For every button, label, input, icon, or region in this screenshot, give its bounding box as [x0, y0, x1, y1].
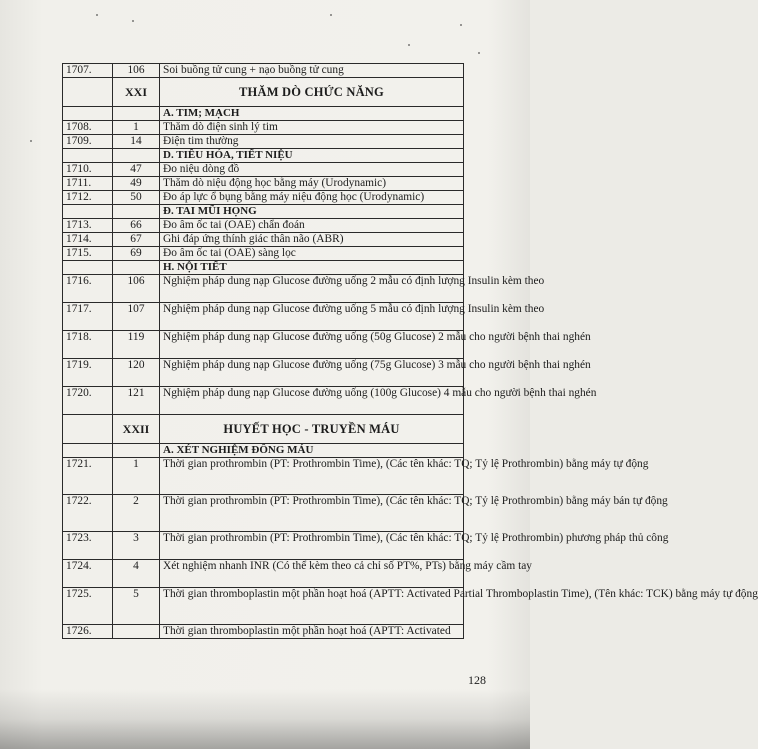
- subsection-title-cell: D. TIÊU HÓA, TIẾT NIỆU: [160, 149, 464, 163]
- row-stt-cell: 1713.: [63, 219, 113, 233]
- row-stt-cell: 1708.: [63, 121, 113, 135]
- section-header-row: [63, 78, 464, 107]
- table-row: [63, 458, 464, 495]
- table-row: [63, 247, 464, 261]
- procedure-table: [62, 63, 758, 639]
- row-name-cell: Thăm dò điện sinh lý tim: [160, 121, 464, 135]
- subsection-row: [63, 261, 464, 275]
- row-stt-cell: 1726.: [63, 625, 113, 639]
- row-name-cell: Đo áp lực ổ bụng bằng máy niệu động học (Urodynamic): [160, 191, 464, 205]
- row-code-cell: [113, 261, 160, 275]
- table-row: [63, 219, 464, 233]
- row-name-cell: Nghiệm pháp dung nạp Glucose đường uống 2 mẫu có định lượng Insulin kèm theo: [160, 275, 464, 303]
- scan-speck: [478, 52, 480, 54]
- table-row: [63, 163, 464, 177]
- row-code-cell: 5: [113, 588, 160, 625]
- row-code-cell: 1: [113, 458, 160, 495]
- procedure-table-body: [63, 64, 758, 639]
- row-code-cell: 49: [113, 177, 160, 191]
- row-stt-cell: 1719.: [63, 359, 113, 387]
- row-stt-cell: 1725.: [63, 588, 113, 625]
- row-name-cell: Nghiệm pháp dung nạp Glucose đường uống 5 mẫu có định lượng Insulin kèm theo: [160, 303, 464, 331]
- subsection-title-cell: Đ. TAI MŨI HỌNG: [160, 205, 464, 219]
- table-row: [63, 135, 464, 149]
- scan-speck: [330, 14, 332, 16]
- subsection-title-cell: A. TIM; MẠCH: [160, 107, 464, 121]
- table-row: [63, 387, 464, 415]
- row-name-cell: Nghiệm pháp dung nạp Glucose đường uống (100g Glucose) 4 mẫu cho người bệnh thai nghén: [160, 387, 464, 415]
- table-row: [63, 177, 464, 191]
- row-code-cell: 106: [113, 275, 160, 303]
- row-code-cell: 67: [113, 233, 160, 247]
- row-name-cell: Điện tim thường: [160, 135, 464, 149]
- row-name-cell: Đo âm ốc tai (OAE) chẩn đoán: [160, 219, 464, 233]
- row-stt-cell: [63, 107, 113, 121]
- table-row: [63, 625, 464, 639]
- scan-speck: [96, 14, 98, 16]
- table-row: [63, 331, 464, 359]
- table-row: [63, 275, 464, 303]
- table-row: [63, 303, 464, 331]
- row-code-cell: 106: [113, 64, 160, 78]
- row-code-cell: 4: [113, 560, 160, 588]
- row-stt-cell: [63, 444, 113, 458]
- subsection-row: [63, 149, 464, 163]
- row-code-cell: 121: [113, 387, 160, 415]
- row-name-cell: Nghiệm pháp dung nạp Glucose đường uống (50g Glucose) 2 mẫu cho người bệnh thai nghén: [160, 331, 464, 359]
- row-code-cell: [113, 107, 160, 121]
- subsection-row: [63, 205, 464, 219]
- row-code-cell: 2: [113, 495, 160, 532]
- scan-speck: [30, 140, 32, 142]
- row-code-cell: 69: [113, 247, 160, 261]
- row-stt-cell: 1712.: [63, 191, 113, 205]
- table-row: [63, 233, 464, 247]
- section-title-cell: HUYẾT HỌC - TRUYỀN MÁU: [160, 415, 464, 444]
- scan-shadow: [0, 689, 530, 749]
- row-name-cell: Thăm dò niệu động học bằng máy (Urodynamic): [160, 177, 464, 191]
- row-stt-cell: 1711.: [63, 177, 113, 191]
- row-stt-cell: 1709.: [63, 135, 113, 149]
- table-row: [63, 121, 464, 135]
- table-row: [63, 191, 464, 205]
- table-row: [63, 588, 464, 625]
- row-code-cell: 3: [113, 532, 160, 560]
- row-name-cell: Nghiệm pháp dung nạp Glucose đường uống (75g Glucose) 3 mẫu cho người bệnh thai nghén: [160, 359, 464, 387]
- subsection-row: [63, 107, 464, 121]
- table-row: [63, 560, 464, 588]
- row-name-cell: Ghi đáp ứng thính giác thân não (ABR): [160, 233, 464, 247]
- row-name-cell: Soi buồng tử cung + nạo buồng tử cung: [160, 64, 464, 78]
- row-stt-cell: [63, 415, 113, 444]
- row-name-cell: Thời gian prothrombin (PT: Prothrombin Time), (Các tên khác: TQ; Tỷ lệ Prothrombin) bằng máy bán tự động: [160, 495, 464, 532]
- row-code-cell: 1: [113, 121, 160, 135]
- row-stt-cell: [63, 149, 113, 163]
- table-row: [63, 532, 464, 560]
- row-stt-cell: 1715.: [63, 247, 113, 261]
- subsection-title-cell: H. NỘI TIẾT: [160, 261, 464, 275]
- row-code-cell: [113, 625, 160, 639]
- table-row: [63, 495, 464, 532]
- row-stt-cell: 1720.: [63, 387, 113, 415]
- row-stt-cell: [63, 78, 113, 107]
- row-stt-cell: 1707.: [63, 64, 113, 78]
- row-code-cell: [113, 149, 160, 163]
- row-stt-cell: 1723.: [63, 532, 113, 560]
- row-name-cell: Thời gian prothrombin (PT: Prothrombin Time), (Các tên khác: TQ; Tỷ lệ Prothrombin) bằng máy tự động: [160, 458, 464, 495]
- row-name-cell: Xét nghiệm nhanh INR (Có thể kèm theo cả chỉ số PT%, PTs) bằng máy cầm tay: [160, 560, 464, 588]
- section-title-cell: THĂM DÒ CHỨC NĂNG: [160, 78, 464, 107]
- scan-speck: [408, 44, 410, 46]
- row-stt-cell: 1718.: [63, 331, 113, 359]
- row-name-cell: Thời gian thromboplastin một phần hoạt hoá (APTT: Activated Partial Thromboplastin Time), (Tên khác: TCK) bằng máy tự động: [160, 588, 464, 625]
- row-stt-cell: 1721.: [63, 458, 113, 495]
- subsection-title-cell: A. XÉT NGHIỆM ĐÔNG MÁU: [160, 444, 464, 458]
- row-code-cell: 119: [113, 331, 160, 359]
- row-name-cell: Đo âm ốc tai (OAE) sàng lọc: [160, 247, 464, 261]
- row-stt-cell: 1717.: [63, 303, 113, 331]
- row-code-cell: 14: [113, 135, 160, 149]
- row-code-cell: 120: [113, 359, 160, 387]
- section-number-cell: XXI: [113, 78, 160, 107]
- row-name-cell: Thời gian prothrombin (PT: Prothrombin Time), (Các tên khác: TQ; Tỷ lệ Prothrombin) phương pháp thủ công: [160, 532, 464, 560]
- row-stt-cell: 1710.: [63, 163, 113, 177]
- row-stt-cell: [63, 205, 113, 219]
- row-code-cell: 107: [113, 303, 160, 331]
- row-stt-cell: [63, 261, 113, 275]
- section-number-cell: XXII: [113, 415, 160, 444]
- row-name-cell: Thời gian thromboplastin một phần hoạt hoá (APTT: Activated: [160, 625, 464, 639]
- subsection-row: [63, 444, 464, 458]
- row-code-cell: 66: [113, 219, 160, 233]
- scan-speck: [132, 20, 134, 22]
- page-number: 128: [468, 673, 486, 687]
- row-code-cell: 47: [113, 163, 160, 177]
- row-stt-cell: 1722.: [63, 495, 113, 532]
- table-row: [63, 64, 464, 78]
- scan-speck: [460, 24, 462, 26]
- row-stt-cell: 1724.: [63, 560, 113, 588]
- row-code-cell: 50: [113, 191, 160, 205]
- table-row: [63, 359, 464, 387]
- row-code-cell: [113, 444, 160, 458]
- row-name-cell: Đo niệu dòng đồ: [160, 163, 464, 177]
- section-header-row: [63, 415, 464, 444]
- row-stt-cell: 1716.: [63, 275, 113, 303]
- row-code-cell: [113, 205, 160, 219]
- row-stt-cell: 1714.: [63, 233, 113, 247]
